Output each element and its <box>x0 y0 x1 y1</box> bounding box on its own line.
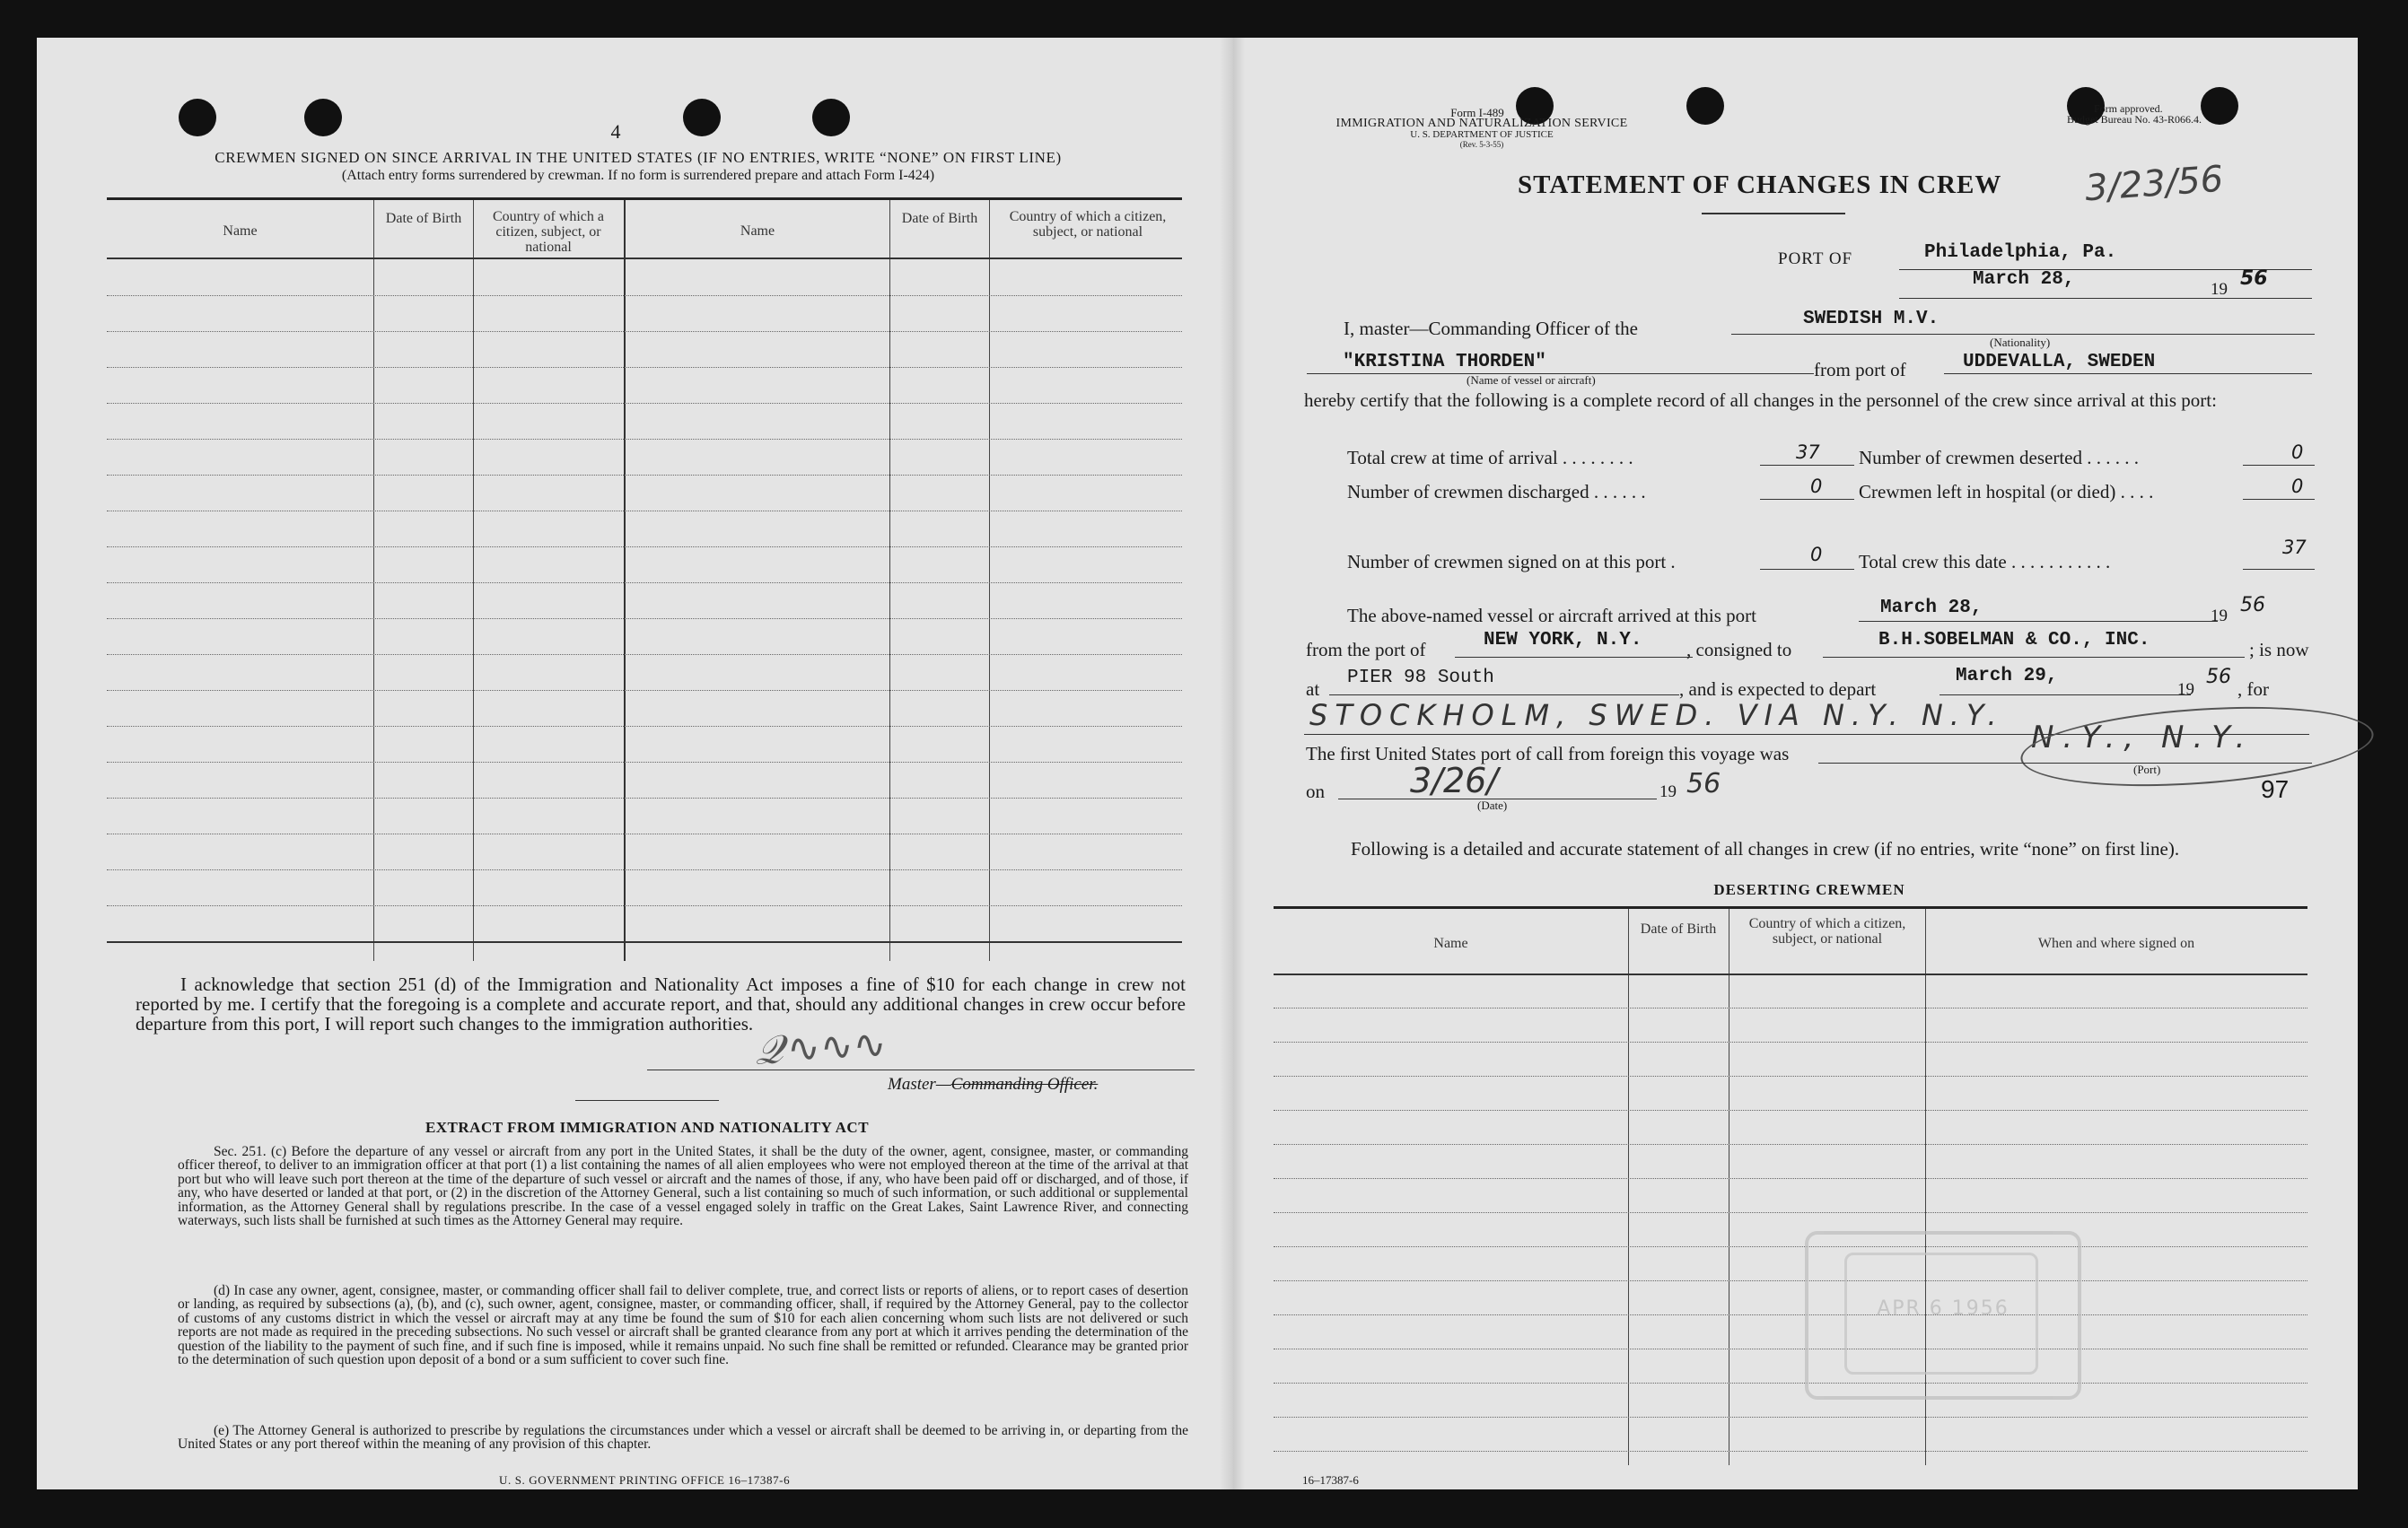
from-the-port-value: NEW YORK, N.Y. <box>1484 630 1642 650</box>
at-label: at <box>1306 678 1320 700</box>
punch-hole <box>812 99 850 136</box>
destination-value: STOCKHOLM, SWED. VIA N.Y. N.Y. <box>1309 698 2004 732</box>
master-signature: 𝒬 ∿∿∿ <box>753 1021 888 1074</box>
col-header-country: Country of which a citizen, subject, or national <box>1009 209 1167 240</box>
handwritten-page-number: 97 <box>2261 775 2290 803</box>
following-text: Following is a detailed and accurate statement of all changes in crew (if no entries, write “none” on first line). <box>1351 838 2180 860</box>
page-fold <box>1220 38 1245 1489</box>
form-number: Form I-489 <box>1450 106 1504 119</box>
deserting-title: DESERTING CREWMEN <box>1713 881 1905 898</box>
col-header-name: Name <box>740 223 775 239</box>
nationality-caption: (Nationality) <box>1990 336 2051 349</box>
nationality-value: SWEDISH M.V. <box>1803 309 1940 329</box>
circled-annotation <box>2018 696 2377 796</box>
budget-bureau-number: Budget Bureau No. 43-R066.4. <box>2067 113 2202 126</box>
consigned-label: , consigned to <box>1686 639 1792 660</box>
vessel-name: "KRISTINA THORDEN" <box>1343 352 1546 372</box>
port-of-label: PORT OF <box>1778 249 1853 268</box>
pier-value: PIER 98 South <box>1347 668 1494 688</box>
handwritten-date: 3/23/56 <box>2083 158 2225 210</box>
vessel-caption: (Name of vessel or aircraft) <box>1467 373 1596 387</box>
depart-year-prefix: 19 <box>2177 680 2194 699</box>
for-label: , for <box>2237 678 2269 700</box>
date-caption: (Date) <box>1477 799 1508 812</box>
hospital-label: Crewmen left in hospital (or died) . . . . <box>1859 481 2154 502</box>
signed-on-heading: CREWMEN SIGNED ON SINCE ARRIVAL IN THE UNITED STATES (IF NO ENTRIES, WRITE “NONE” ON FIRST LINE) <box>215 149 1062 166</box>
desert-col-dob: Date of Birth <box>1640 921 1717 937</box>
col-header-name: Name <box>223 223 258 239</box>
agency-name: IMMIGRATION AND NATURALIZATION SERVICE <box>1335 117 1628 130</box>
signed-on-table <box>107 197 1182 961</box>
section-251-e: (e) The Attorney General is authorized to prescribe by regulations the circumstances under which a vessel or aircraft shall be deemed to be arriving in, or departing from the United States or any port thereof within the meaning of any provision of this chapter. <box>178 1423 1188 1453</box>
arrived-year: 56 <box>2240 594 2265 616</box>
signed-on-subheading: (Attach entry forms surrendered by crewman. If no form is surrendered prepare and attach Form I-424) <box>341 168 935 183</box>
col-header-dob: Date of Birth <box>385 211 462 226</box>
punch-hole <box>304 99 342 136</box>
arrived-date: March 28, <box>1880 598 1983 618</box>
extract-title: EXTRACT FROM IMMIGRATION AND NATIONALITY ACT <box>425 1119 870 1136</box>
report-year: 56 <box>2240 267 2268 290</box>
right-printer-note: 16–17387-6 <box>1302 1473 1359 1487</box>
deserting-crewmen-table <box>1274 906 2307 1465</box>
depart-year: 56 <box>2206 666 2231 688</box>
form-title: STATEMENT OF CHANGES IN CREW <box>1518 170 2002 199</box>
col-header-dob: Date of Birth <box>901 211 978 226</box>
from-port-label: from port of <box>1814 359 1906 380</box>
consignee-value: B.H.SOBELMAN & CO., INC. <box>1878 630 2150 650</box>
on-date-value: 3/26/ <box>1410 761 1499 800</box>
master-label: I, master—Commanding Officer of the <box>1344 318 1638 339</box>
port-caption: (Port) <box>2133 763 2161 776</box>
hospital-value: 0 <box>2291 476 2304 497</box>
deserted-value: 0 <box>2291 441 2304 463</box>
approval-note: Form approved. <box>2094 102 2163 115</box>
from-port-value: UDDEVALLA, SWEDEN <box>1963 352 2156 372</box>
col-header-country: Country of which a citizen, subject, or national <box>493 209 604 255</box>
depart-label: , and is expected to depart <box>1679 678 1877 700</box>
signature-caption: Master—Commanding Officer. <box>888 1075 1099 1094</box>
year-prefix: 19 <box>2211 280 2228 299</box>
on-year-prefix: 19 <box>1659 782 1677 801</box>
arrived-year-prefix: 19 <box>2211 607 2228 625</box>
from-the-port-label: from the port of <box>1306 639 1426 660</box>
desert-col-name: Name <box>1433 936 1468 951</box>
total-crew-date-label: Total crew this date . . . . . . . . . . . <box>1859 551 2111 572</box>
document-sheet <box>37 38 2358 1489</box>
section-251-c: Sec. 251. (c) Before the departure of any vessel or aircraft from any port in the United States, it shall be the duty of the owner, agent, consignee, master, or commanding officer thereof, to deliver to an immigration officer at that port (1) a list containing the names of all alien employees who were not employed thereon at the time of the arrival at that port but who will leave such port thereon at the time of the departure of such vessel or aircraft and the names of those, if any, who have been paid off or discharged, and of those, if any, who have deserted or landed at that port, or (2) in the discretion of the Attorney General, such a list containing so much of such information, or such additional or supplemental information, as the Attorney General shall by regulations prescribe. In the case of a vessel engaged solely in traffic on the Great Lakes, Saint Lawrence River, and connecting waterways, such lists shall be furnished at such times as the Attorney General may require. <box>178 1144 1188 1229</box>
page-number: 4 <box>610 120 621 143</box>
form-revision: (Rev. 5-3-55) <box>1459 140 1504 149</box>
on-year-value: 56 <box>1686 768 1721 799</box>
agency-department: U. S. DEPARTMENT OF JUSTICE <box>1410 129 1554 140</box>
certify-text: hereby certify that the following is a complete record of all changes in the personnel of the crew since arrival at this port: <box>1304 389 2217 411</box>
punch-hole <box>683 99 721 136</box>
total-crew-arrival-value: 37 <box>1796 441 1820 463</box>
arrived-label: The above-named vessel or aircraft arrived at this port <box>1347 605 1756 626</box>
discharged-label: Number of crewmen discharged . . . . . . <box>1347 481 1646 502</box>
discharged-value: 0 <box>1810 476 1823 497</box>
report-date: March 28, <box>1973 269 2075 290</box>
total-crew-date-value: 37 <box>2282 537 2307 558</box>
first-port-value: N.Y., N.Y. <box>2031 720 2255 755</box>
acknowledgment-text: I acknowledge that section 251 (d) of the Immigration and Nationality Act imposes a fine of $10 for each change in crew not reported by me. I certify that the foregoing is a complete and accurate report, and that, should any additional changes in crew occur before departure from this port, I will report such changes to the immigration authorities. <box>136 974 1186 1035</box>
signed-on-label: Number of crewmen signed on at this port . <box>1347 551 1676 572</box>
desert-col-country: Country of which a citizen, subject, or national <box>1748 916 1906 947</box>
is-now-label: ; is now <box>2249 639 2309 660</box>
signed-on-value: 0 <box>1810 544 1823 565</box>
port-of-value: Philadelphia, Pa. <box>1924 242 2117 263</box>
on-label: on <box>1306 781 1325 802</box>
desert-col-when-where: When and where signed on <box>2037 936 2195 951</box>
section-251-d: (d) In case any owner, agent, consignee, master, or commanding officer shall fail to deliver complete, true, and correct lists or reports of aliens, or to report cases of desertion or landing, as required by subsections (a), (b), and (c), such owner, agent, consignee, master, or commanding officer, shall, if required by the Attorney General, pay to the collector of customs of any customs district in which the vessel or aircraft may at any time be found the sum of $10 for each alien concerning whom such lists are not delivered or such reports are not made as required in the preceding subsections. No such vessel or aircraft shall be granted clearance from any port at which it arrives pending the determination of the question of the liability to the payment of such fine, and if such fine is imposed, while it remains unpaid. No such fine shall be remitted or refunded. Clearance may be granted prior to the determination of such question upon deposit of a bond or a sum sufficient to cover such fine. <box>178 1283 1188 1368</box>
received-stamp: APR 6 1956 <box>1805 1231 2081 1400</box>
total-crew-arrival-label: Total crew at time of arrival . . . . . . . . <box>1347 447 1633 468</box>
first-port-label: The first United States port of call from foreign this voyage was <box>1306 743 1790 764</box>
punch-hole <box>179 99 216 136</box>
depart-date: March 29, <box>1956 666 2058 686</box>
punch-hole <box>2201 87 2238 125</box>
deserted-label: Number of crewmen deserted . . . . . . <box>1859 447 2139 468</box>
left-printer-note: U. S. GOVERNMENT PRINTING OFFICE 16–17387-6 <box>499 1473 791 1487</box>
